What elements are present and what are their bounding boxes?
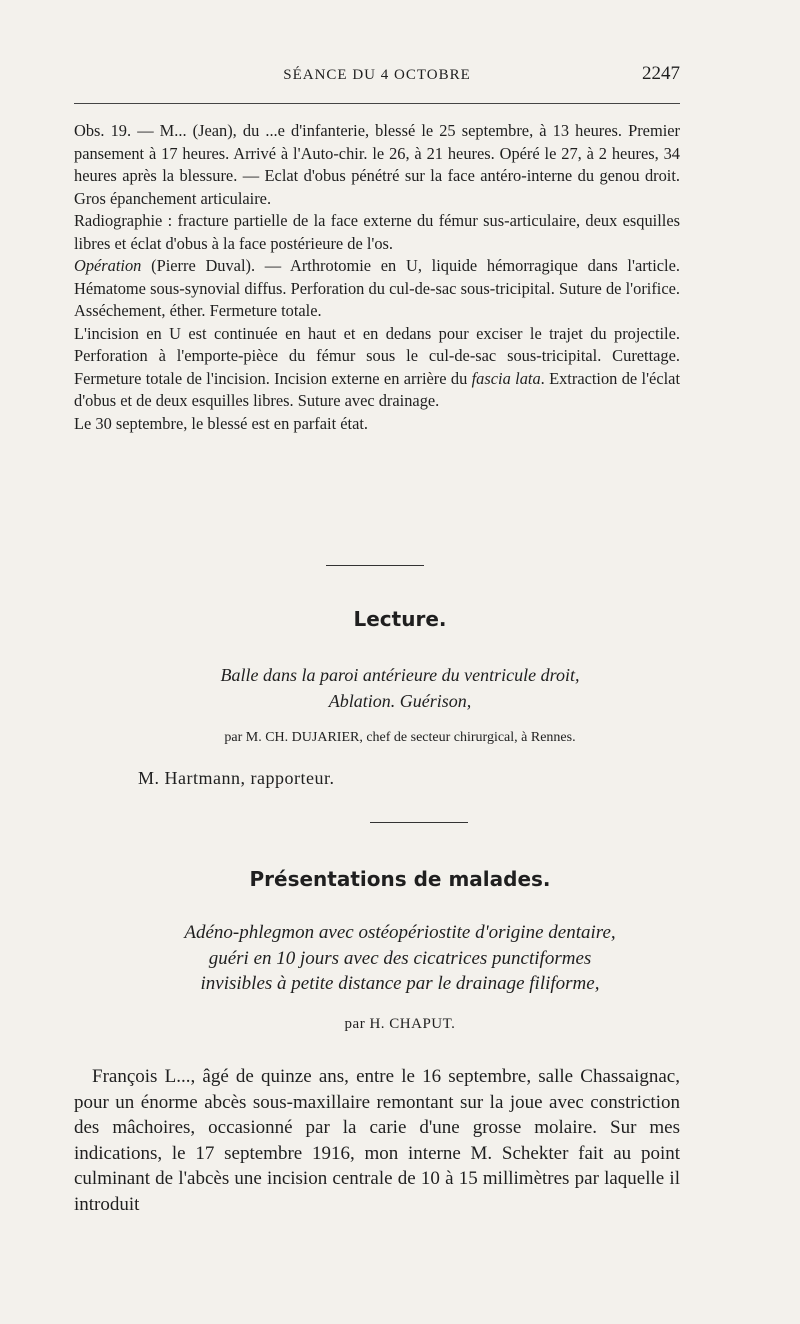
running-head <box>74 63 680 89</box>
lecture-title-line1: Balle dans la paroi antérieure du ventricule droit, <box>220 665 580 685</box>
presentation-title-line2: guéri en 10 jours avec des cicatrices punctiformes <box>208 948 592 969</box>
presentation-byline: par H. CHAPUT. <box>344 1016 456 1032</box>
lecture-byline: par M. CH. DUJARIER, chef de secteur chirurgical, à Rennes. <box>224 730 576 745</box>
presentations-heading: Présentations de malades. <box>249 867 551 891</box>
observation-paragraph <box>74 323 680 413</box>
lecture-rapporteur: M. Hartmann, rapporteur. <box>138 768 335 788</box>
operation-label: Opération <box>74 256 142 275</box>
presentation-title-line1: Adéno-phlegmon avec ostéopériostite d'origine dentaire, <box>184 922 616 943</box>
separator-rule <box>326 565 424 566</box>
presentation-body <box>74 1064 680 1217</box>
operation-text: (Pierre Duval). — Arthrotomie en U, liquide hémorragique dans l'article. Hématome sous-synovial diffus. Perforation du cul-de-sac sous-tricipital. Suture de l'orifice. Asséchement, éther. Fermeture totale. <box>74 256 680 320</box>
presentation-paragraph: François L..., âgé de quinze ans, entre le 16 septembre, salle Chassaignac, pour un énorme abcès sous-maxillaire remontant sur la joue avec constriction des mâchoires, occasionné par la carie d'une grosse molaire. Sur mes indications, le 17 septembre 1916, mon interne M. Schekter fait au point culminant de l'abcès une incision centrale de 10 à 15 millimètres par laquelle il introduit <box>74 1066 680 1215</box>
header-rule <box>74 103 680 104</box>
incision-text: L'incision en U est continuée en haut et en dedans pour exciser le trajet du projectile. Perforation à l'emporte-pièce du fémur sous le cul-de-sac sous-tricipital. Curettage. Fermeture totale de l'incision. Incision externe en arrière du <box>74 323 680 388</box>
separator-rule <box>370 822 468 823</box>
fascia-term: fascia lata <box>471 368 541 388</box>
incision-text-end: . Extraction de l'éclat d'obus et de deux esquilles libres. Suture avec drainage. <box>74 368 680 410</box>
lecture-title-line2: Ablation. Guérison, <box>328 691 472 711</box>
page-number: 2247 <box>642 63 680 84</box>
observation-paragraph: Obs. 19. — M... (Jean), du ...e d'infanterie, blessé le 25 septembre, à 13 heures. Premier pansement à 17 heures. Arrivé à l'Auto-chir. le 26, à 21 heures. Opéré le 27, à 2 heures, 34 heures après la blessure. — Eclat d'obus pénétré sur la face antéro-interne du genou droit. Gros épanchement articulaire. <box>74 121 680 208</box>
running-head-title: SÉANCE DU 4 OCTOBRE <box>283 67 471 83</box>
observation-block <box>74 120 680 435</box>
observation-paragraph: Radiographie : fracture partielle de la face externe du fémur sus-articulaire, deux esquilles libres et éclat d'obus à la face postérieure de l'os. <box>74 211 680 253</box>
lecture-heading: Lecture. <box>353 607 447 631</box>
observation-paragraph <box>74 255 680 323</box>
presentation-title-line3: invisibles à petite distance par le drainage filiforme, <box>200 973 600 994</box>
observation-paragraph: Le 30 septembre, le blessé est en parfait état. <box>74 413 368 433</box>
